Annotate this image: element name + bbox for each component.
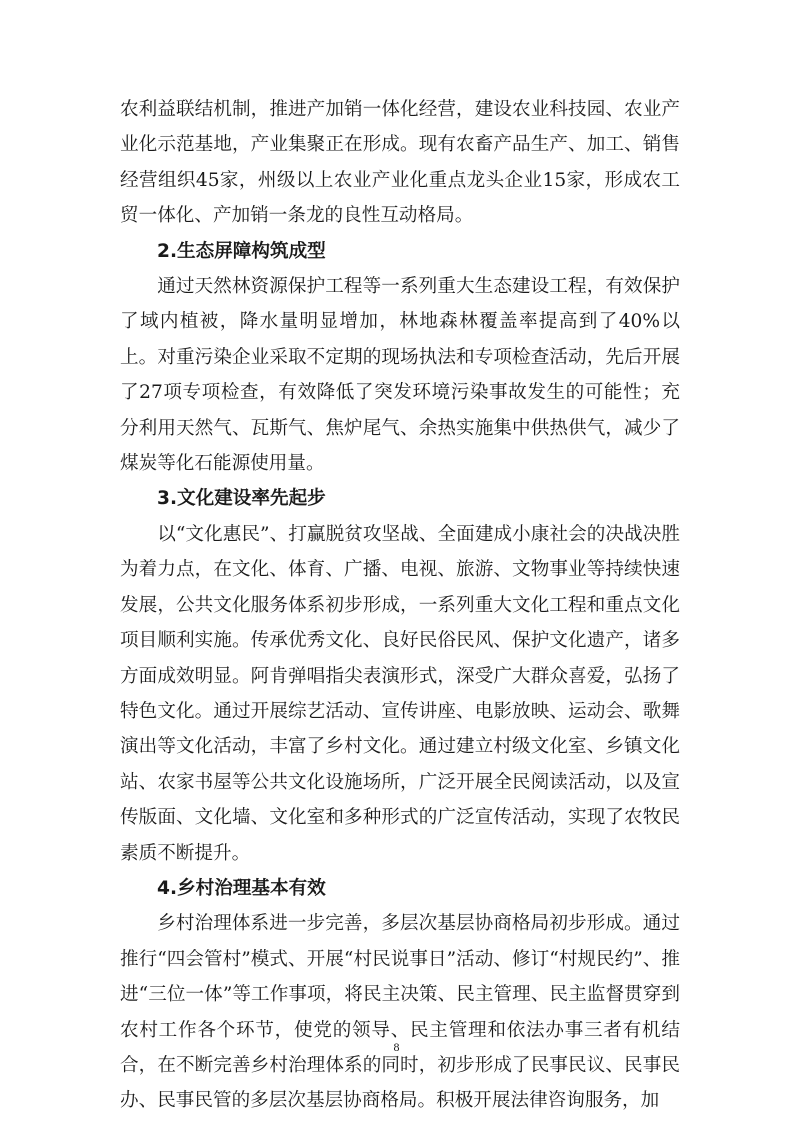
section-heading: 3.文化建设率先起步 [157, 488, 326, 510]
section-heading: 2.生态屏障构筑成型 [157, 240, 326, 262]
document-page [120, 92, 680, 1119]
page-number: 8 [393, 1040, 400, 1054]
paragraph: 农利益联结机制，推进产加销一体化经营，建设农业科技园、农业产业化示范基地，产业集聚正在形成。现有农畜产品生产、加工、销售经营组织45家，州级以上农业产业化重点龙头企业15家，形成农工贸一体化、产加销一条龙的良性互动格局。 [120, 99, 680, 227]
paragraph: 通过天然林资源保护工程等一系列重大生态建设工程，有效保护了域内植被，降水量明显增加，林地森林覆盖率提高到了40%以上。对重污染企业采取不定期的现场执法和专项检查活动，先后开展了27项专项检查，有效降低了突发环境污染事故发生的可能性；充分利用天然气、瓦斯气、焦炉尾气、余热实施集中供热供气，减少了煤炭等化石能源使用量。 [120, 276, 680, 475]
section-heading: 4.乡村治理基本有效 [157, 877, 326, 899]
paragraph: 以“文化惠民”、打赢脱贫攻坚战、全面建成小康社会的决战决胜为着力点，在文化、体育、广播、电视、旅游、文物事业等持续快速发展，公共文化服务体系初步形成，一系列重大文化工程和重点文化项目顺利实施。传承优秀文化、良好民俗民风、保护文化遗产，诸多方面成效明显。阿肯弹唱指尖表演形式，深受广大群众喜爱，弘扬了特色文化。通过开展综艺活动、宣传讲座、电影放映、运动会、歌舞演出等文化活动，丰富了乡村文化。通过建立村级文化室、乡镇文化站、农家书屋等公共文化设施场所，广泛开展全民阅读活动，以及宣传版面、文化墙、文化室和多种形式的广泛宣传活动，实现了农牧民素质不断提升。 [120, 523, 680, 864]
paragraph: 乡村治理体系进一步完善，多层次基层协商格局初步形成。通过推行“四会管村”模式、开展“村民说事日”活动、修订“村规民约”、推进“三位一体”等工作事项，将民主决策、民主管理、民主监督贯穿到农村工作各个环节，使党的领导、民主管理和依法办事三者有机结合，在不断完善乡村治理体系的同时，初步形成了民事民议、民事民办、民事民管的多层次基层协商格局。积极开展法律咨询服务，加 [120, 913, 680, 1112]
